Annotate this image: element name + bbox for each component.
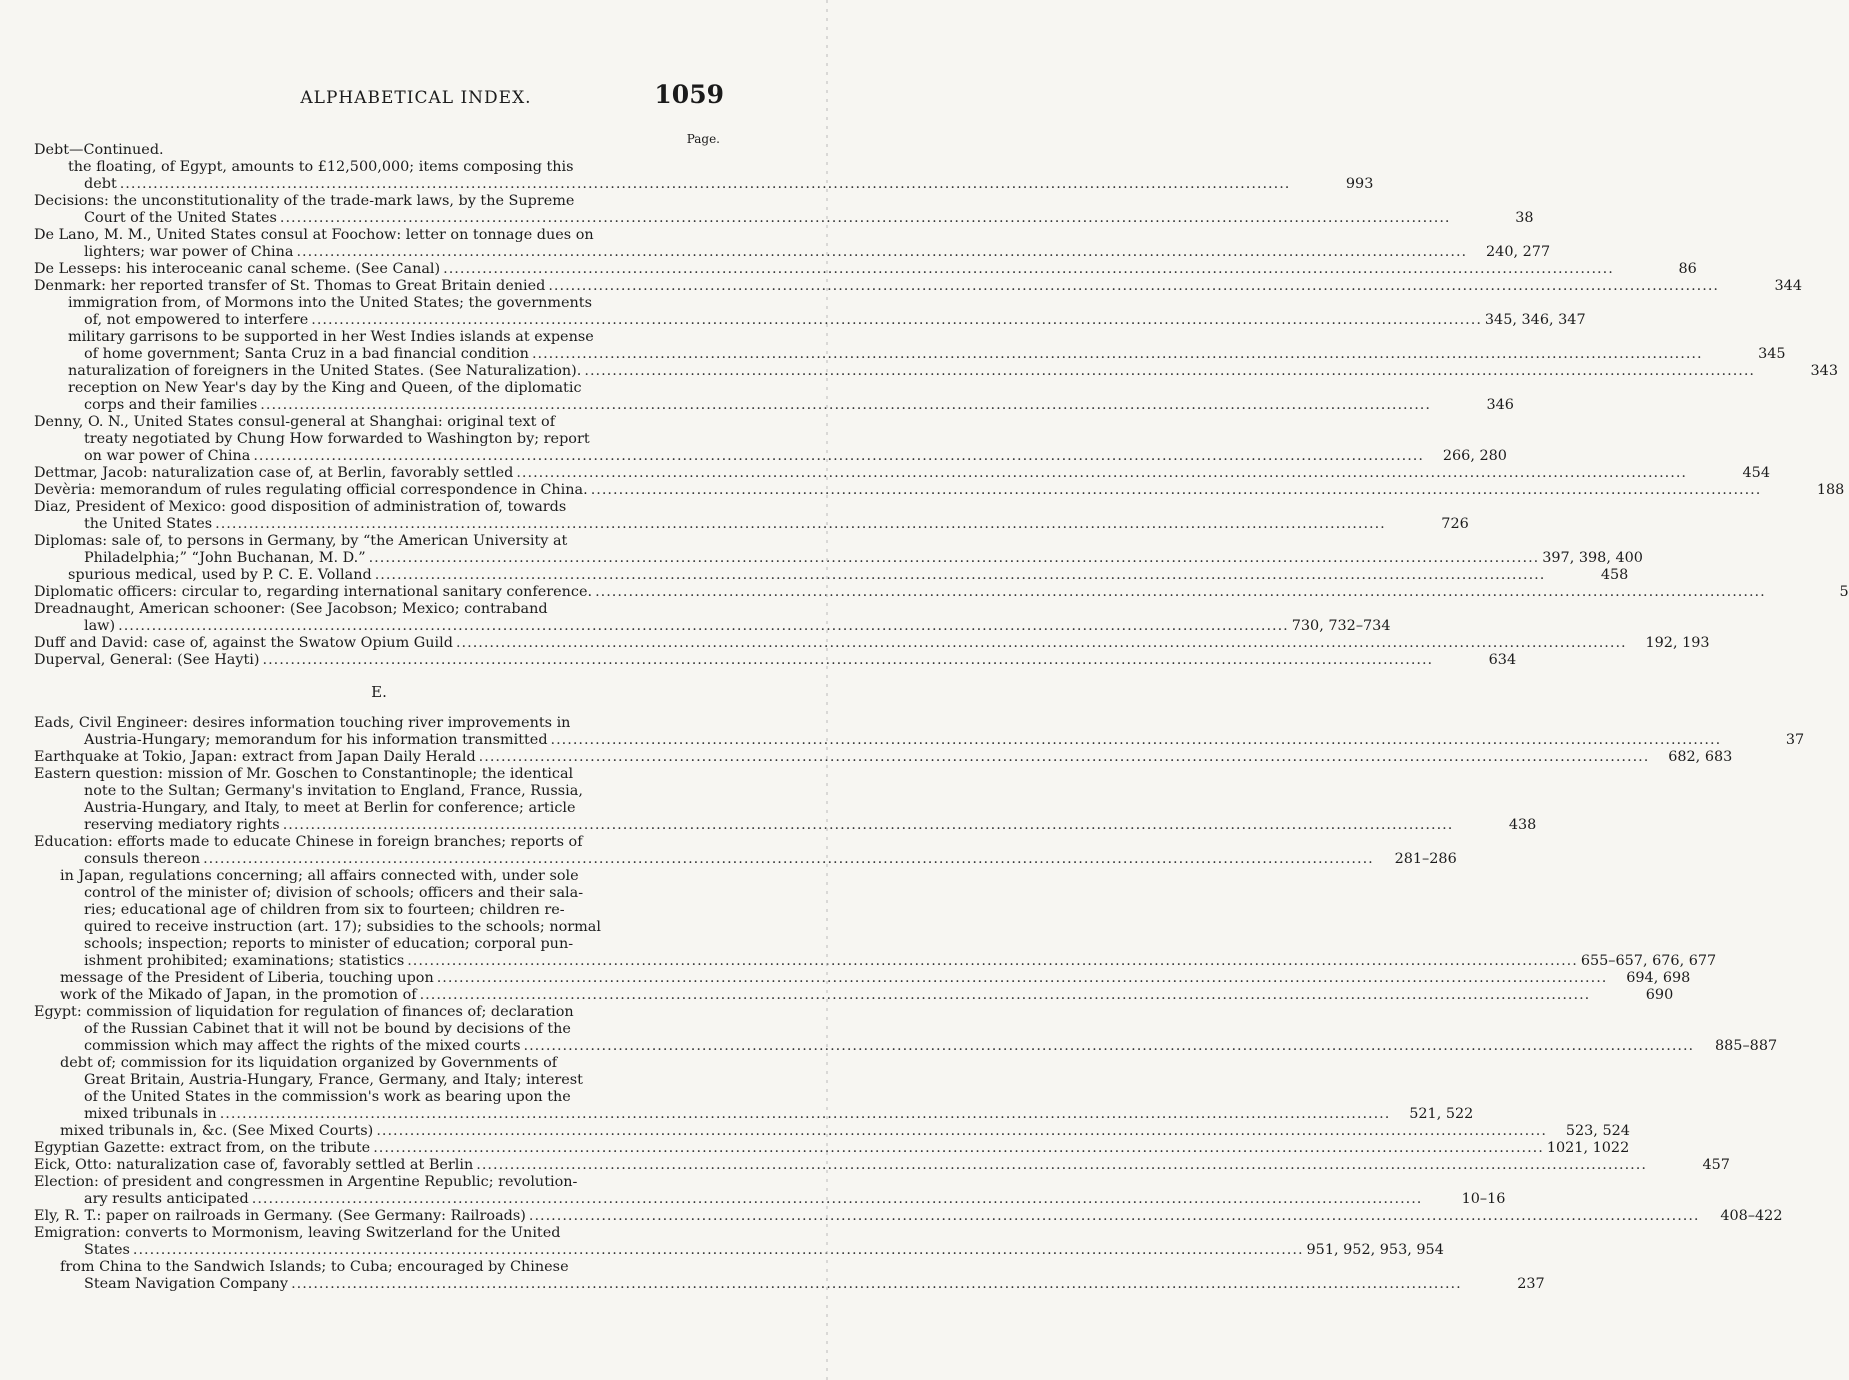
entry-text: the United States (84, 516, 213, 532)
index-entry-line (34, 499, 724, 516)
dot-leader (551, 732, 1722, 749)
page-reference: 993 (1345, 176, 1374, 192)
page-reference: 655–657, 676, 677 (1580, 953, 1717, 969)
dot-leader (437, 970, 1608, 987)
entry-text: Diplomatic officers: circular to, regarding international sanitary conference. (34, 584, 593, 600)
index-entry-line (34, 1208, 1783, 1225)
page-reference: 345, 346, 347 (1484, 312, 1586, 328)
dot-leader (296, 244, 1467, 261)
index-entry-line (34, 817, 1537, 834)
index-entry-line (34, 1225, 724, 1242)
dot-leader (373, 1140, 1544, 1157)
index-entry-line (34, 851, 1457, 868)
page-reference: 457 (1702, 1157, 1730, 1173)
entry-text: from China to the Sandwich Islands; to Cuba; encouraged by Chinese (60, 1259, 569, 1275)
page-reference: 345 (1758, 346, 1786, 362)
index-entry-line (34, 533, 724, 550)
index-entry-line (34, 227, 724, 244)
index-entry-line (34, 800, 724, 817)
page-reference: 454 (1742, 465, 1770, 481)
dot-leader (220, 1106, 1391, 1123)
index-entry-line (34, 431, 724, 448)
page-reference: 344 (1774, 278, 1802, 294)
entry-text: Egypt: commission of liquidation for regulation of finances of; declaration (34, 1004, 574, 1020)
entry-text: Egyptian Gazette: extract from, on the tribute (34, 1140, 371, 1156)
dot-leader (420, 987, 1591, 1004)
dot-leader (548, 278, 1719, 295)
dot-leader (291, 1276, 1462, 1293)
page-reference: 192, 193 (1645, 635, 1710, 651)
entry-text: Debt—Continued. (34, 142, 164, 158)
entry-text: Dreadnaught, American schooner: (See Jacobson; Mexico; contraband (34, 601, 548, 617)
entry-text: of the United States in the commission's work as bearing upon the (84, 1089, 571, 1105)
entry-text: Austria-Hungary; memorandum for his information transmitted (84, 732, 548, 748)
dot-leader (280, 210, 1451, 227)
running-header-title: ALPHABETICAL INDEX. (300, 88, 532, 108)
dot-leader (529, 1208, 1700, 1225)
entry-text: Diaz, President of Mexico: good disposition of administration of, towards (34, 499, 567, 515)
entry-text: of home government; Santa Cruz in a bad financial condition (84, 346, 529, 362)
entry-text: Austria-Hungary, and Italy, to meet at Berlin for conference; article (84, 800, 576, 816)
index-entry-line (34, 465, 1770, 482)
entry-text: ries; educational age of children from six to fourteen; children re- (84, 902, 565, 918)
index-entry-line (34, 567, 1629, 584)
index-entry-line (34, 652, 1517, 669)
index-entry-line (34, 550, 1643, 567)
index-section-d (34, 142, 1849, 669)
dot-leader (479, 749, 1650, 766)
entry-text: States (84, 1242, 130, 1258)
page-reference: 281–286 (1394, 851, 1457, 867)
entry-text: ary results anticipated (84, 1191, 249, 1207)
entry-text: mixed tribunals in (84, 1106, 217, 1122)
page-column-label: Page. (686, 132, 720, 146)
entry-text: reserving mediatory rights (84, 817, 280, 833)
entry-text: De Lano, M. M., United States consul at Foochow: letter on tonnage dues on (34, 227, 594, 243)
entry-text: note to the Sultan; Germany's invitation to England, France, Russia, (84, 783, 583, 799)
entry-text: debt (84, 176, 117, 192)
entry-text: Duff and David: case of, against the Swatow Opium Guild (34, 635, 453, 651)
dot-leader (584, 363, 1755, 380)
entry-text: of the Russian Cabinet that it will not be bound by decisions of the (84, 1021, 571, 1037)
entry-text: Eick, Otto: naturalization case of, favorably settled at Berlin (34, 1157, 474, 1173)
entry-text: Denmark: her reported transfer of St. Thomas to Great Britain denied (34, 278, 546, 294)
entry-text: Steam Navigation Company (84, 1276, 289, 1292)
dot-leader (524, 1038, 1695, 1055)
index-entry-line (34, 346, 1786, 363)
index-entry-line (34, 1123, 1630, 1140)
dot-leader (311, 312, 1482, 329)
entry-text: Emigration: converts to Mormonism, leaving Switzerland for the United (34, 1225, 561, 1241)
index-entry-line (34, 936, 724, 953)
dot-leader (456, 635, 1627, 652)
entry-text: lighters; war power of China (84, 244, 294, 260)
entry-text: commission which may affect the rights of the mixed courts (84, 1038, 521, 1054)
entry-text: the floating, of Egypt, amounts to £12,500,000; items composing this (68, 159, 574, 175)
index-entry-line (34, 635, 1710, 652)
page-reference: 397, 398, 400 (1542, 550, 1643, 566)
page-reference: 523, 524 (1565, 1123, 1630, 1139)
index-entry-line (34, 987, 1674, 1004)
index-body (34, 142, 1849, 1293)
index-entry-line (34, 193, 724, 210)
dot-leader (532, 346, 1703, 363)
index-entry-line (34, 834, 724, 851)
dot-leader (376, 1123, 1547, 1140)
page-reference: 266, 280 (1442, 448, 1507, 464)
entry-text: in Japan, regulations concerning; all affairs connected with, under sole (60, 868, 579, 884)
index-entry-line (34, 244, 1551, 261)
entry-text: Election: of president and congressmen in Argentine Republic; revolution- (34, 1174, 578, 1190)
entry-text: Duperval, General: (See Hayti) (34, 652, 260, 668)
page-reference: 38 (1515, 210, 1534, 226)
dot-leader (407, 953, 1578, 970)
page-reference: 458 (1600, 567, 1629, 583)
index-entry-line (34, 1004, 724, 1021)
page-reference: 346 (1486, 397, 1514, 413)
entry-text: De Lesseps: his interoceanic canal scheme. (See Canal) (34, 261, 441, 277)
page-reference: 694, 698 (1626, 970, 1691, 986)
page-number: 1059 (654, 80, 724, 109)
entry-text: Education: efforts made to educate Chinese in foreign branches; reports of (34, 834, 583, 850)
entry-text: message of the President of Liberia, touching upon (60, 970, 434, 986)
index-entry-line (34, 1174, 724, 1191)
entry-text: ishment prohibited; examinations; statistics (84, 953, 405, 969)
entry-text: spurious medical, used by P. C. E. Volland (68, 567, 372, 583)
dot-leader (120, 176, 1291, 193)
dot-leader (118, 618, 1289, 635)
dot-leader (516, 465, 1687, 482)
page-reference: 237 (1517, 1276, 1545, 1292)
index-entry-line (34, 970, 1691, 987)
dot-leader (476, 1157, 1647, 1174)
scan-edge-artifact (826, 0, 828, 1380)
entry-text: naturalization of foreigners in the United States. (See Naturalization). (68, 363, 582, 379)
dot-leader (263, 652, 1434, 669)
entry-text: quired to receive instruction (art. 17); subsidies to the schools; normal (84, 919, 601, 935)
page-reference: 1021, 1022 (1546, 1140, 1630, 1156)
entry-text: of, not empowered to interfere (84, 312, 309, 328)
index-entry-line (34, 142, 724, 159)
index-entry-line (34, 601, 724, 618)
dot-leader (283, 817, 1454, 834)
entry-text: treaty negotiated by Chung How forwarded to Washington by; report (84, 431, 590, 447)
entry-text: Devèria: memorandum of rules regulating official correspondence in China. (34, 482, 588, 498)
entry-text: on war power of China (84, 448, 251, 464)
index-entry-line (34, 210, 1534, 227)
entry-text: corps and their families (84, 397, 258, 413)
index-entry-line (34, 278, 1802, 295)
dot-leader (375, 567, 1546, 584)
index-entry-line (34, 1106, 1474, 1123)
index-entry-line (34, 1276, 1545, 1293)
index-entry-line (34, 1072, 724, 1089)
index-entry-line (34, 329, 724, 346)
index-entry-line (34, 902, 724, 919)
index-entry-line (34, 618, 1391, 635)
dot-leader (260, 397, 1431, 414)
index-entry-line (34, 1259, 724, 1276)
page-reference: 408–422 (1720, 1208, 1783, 1224)
index-entry-line (34, 1089, 724, 1106)
dot-leader (591, 482, 1762, 499)
index-entry-line (34, 1242, 1444, 1259)
page-reference: 10–16 (1461, 1191, 1506, 1207)
entry-text: work of the Mikado of Japan, in the promotion of (60, 987, 417, 1003)
entry-text: immigration from, of Mormons into the United States; the governments (68, 295, 592, 311)
entry-text: mixed tribunals in, &c. (See Mixed Courts) (60, 1123, 374, 1139)
index-entry-line (34, 732, 1805, 749)
entry-text: Eastern question: mission of Mr. Goschen to Constantinople; the identical (34, 766, 574, 782)
index-entry-line (34, 363, 1838, 380)
index-entry-line (34, 261, 1697, 278)
page-reference: 726 (1441, 516, 1469, 532)
dot-leader (253, 448, 1424, 465)
index-entry-line (34, 448, 1507, 465)
entry-text: control of the minister of; division of schools; officers and their sala- (84, 885, 584, 901)
dot-leader (369, 550, 1540, 567)
page-reference: 86 (1678, 261, 1697, 277)
page-reference: 634 (1488, 652, 1517, 668)
dot-leader (595, 584, 1766, 601)
page-reference: 37 (1785, 732, 1805, 748)
page-reference: 438 (1508, 817, 1537, 833)
index-entry-line (34, 482, 1845, 499)
page-reference: 240, 277 (1486, 244, 1551, 260)
index-entry-line (34, 516, 1469, 533)
entry-text: debt of; commission for its liquidation organized by Governments of (60, 1055, 558, 1071)
page-reference: 690 (1645, 987, 1674, 1003)
dot-leader (203, 851, 1374, 868)
index-entry-line (34, 766, 724, 783)
entry-text: military garrisons to be supported in her West Indies islands at expense (68, 329, 594, 345)
entry-text: schools; inspection; reports to minister of education; corporal pun- (84, 936, 574, 952)
index-entry-line (34, 584, 1849, 601)
index-entry-line (34, 1191, 1506, 1208)
dot-leader (133, 1242, 1304, 1259)
page-reference: 682, 683 (1668, 749, 1733, 765)
page-reference: 730, 732–734 (1291, 618, 1391, 634)
index-entry-line (34, 1038, 1778, 1055)
entry-text: law) (84, 618, 116, 634)
index-entry-line (34, 1021, 724, 1038)
index-entry-line (34, 783, 724, 800)
entry-text: Court of the United States (84, 210, 277, 226)
page-reference: 188 (1816, 482, 1845, 498)
index-entry-line (34, 295, 724, 312)
index-entry-line (34, 176, 1374, 193)
dot-leader (443, 261, 1614, 278)
page-reference: 885–887 (1715, 1038, 1778, 1054)
index-entry-line (34, 1157, 1730, 1174)
index-entry-line (34, 1140, 1630, 1157)
section-letter-heading: E. (371, 683, 387, 701)
index-section-e (34, 715, 1805, 1293)
index-entry-line (34, 919, 724, 936)
entry-text: Earthquake at Tokio, Japan: extract from Japan Daily Herald (34, 749, 476, 765)
index-entry-line (34, 749, 1733, 766)
index-entry-line (34, 953, 1717, 970)
entry-text: Denny, O. N., United States consul-general at Shanghai: original text of (34, 414, 556, 430)
entry-text: Diplomas: sale of, to persons in Germany, by “the American University at (34, 533, 568, 549)
index-entry-line (34, 380, 724, 397)
dot-leader (215, 516, 1386, 533)
index-entry-line (34, 312, 1586, 329)
entry-text: Great Britain, Austria-Hungary, France, Germany, and Italy; interest (84, 1072, 583, 1088)
entry-text: Philadelphia;” “John Buchanan, M. D.” (84, 550, 366, 566)
page-reference: 521, 522 (1409, 1106, 1474, 1122)
entry-text: reception on New Year's day by the King and Queen, of the diplomatic (68, 380, 582, 396)
entry-text: Dettmar, Jacob: naturalization case of, at Berlin, favorably settled (34, 465, 514, 481)
entry-text: Ely, R. T.: paper on railroads in Germany. (See Germany: Railroads) (34, 1208, 526, 1224)
page-reference: 5 (1839, 584, 1849, 600)
index-entry-line (34, 715, 724, 732)
index-entry-line (34, 1055, 724, 1072)
page-reference: 951, 952, 953, 954 (1306, 1242, 1444, 1258)
entry-text: Eads, Civil Engineer: desires information touching river improvements in (34, 715, 571, 731)
index-entry-line (34, 397, 1514, 414)
entry-text: consuls thereon (84, 851, 201, 867)
entry-text: Decisions: the unconstitutionality of the trade-mark laws, by the Supreme (34, 193, 575, 209)
index-entry-line (34, 885, 724, 902)
index-entry-line (34, 868, 724, 885)
index-entry-line (34, 159, 724, 176)
dot-leader (252, 1191, 1423, 1208)
page-reference: 343 (1810, 363, 1838, 379)
index-entry-line (34, 414, 724, 431)
